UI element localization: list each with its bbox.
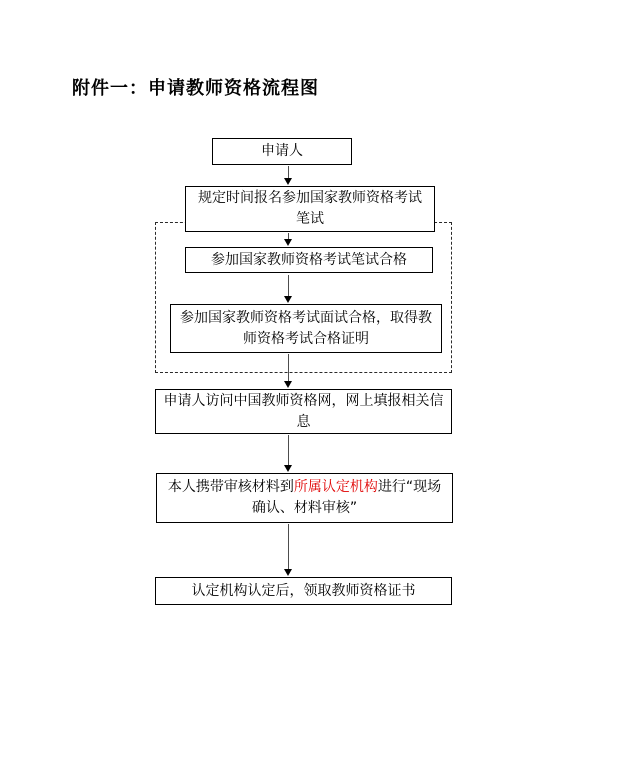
arrow-down-5 [284,435,293,472]
flow-node-written-exam-pass-label: 参加国家教师资格考试笔试合格 [211,251,407,268]
flow-node-applicant [212,138,352,165]
flow-node-register-written-exam-label: 规定时间报名参加国家教师资格考试笔试 [198,190,422,227]
arrow-down-4 [284,354,293,388]
arrow-down-3 [284,275,293,303]
flow-node-receive-certificate [155,577,452,605]
onsite-text-prefix: 本人携带审核材料到 [167,479,294,495]
flow-node-register-written-exam [185,186,435,232]
onsite-text-suffix: 进行“现场确认、材料审核” [251,479,442,516]
arrow-down-2 [284,233,293,246]
page-title: 附件一：申请教师资格流程图 [72,78,319,99]
flow-node-onsite-confirmation [156,473,453,523]
flow-node-interview-pass-label: 参加国家教师资格考试面试合格，取得教师资格考试合格证明 [180,309,432,347]
onsite-text-highlight: 所属认定机构 [293,479,378,495]
flow-node-online-fill [155,389,452,434]
arrow-down-6 [284,524,293,576]
flow-node-onsite-confirmation-label [163,477,446,519]
flow-node-receive-certificate-label: 认定机构认定后，领取教师资格证书 [191,582,416,599]
flow-node-interview-pass [170,304,442,353]
arrow-down-1 [284,166,293,185]
flow-node-written-exam-pass [185,247,433,273]
flow-node-online-fill-label: 申请人访问中国教师资格网，网上填报相关信息 [163,392,444,430]
flow-node-applicant-label: 申请人 [261,143,303,159]
